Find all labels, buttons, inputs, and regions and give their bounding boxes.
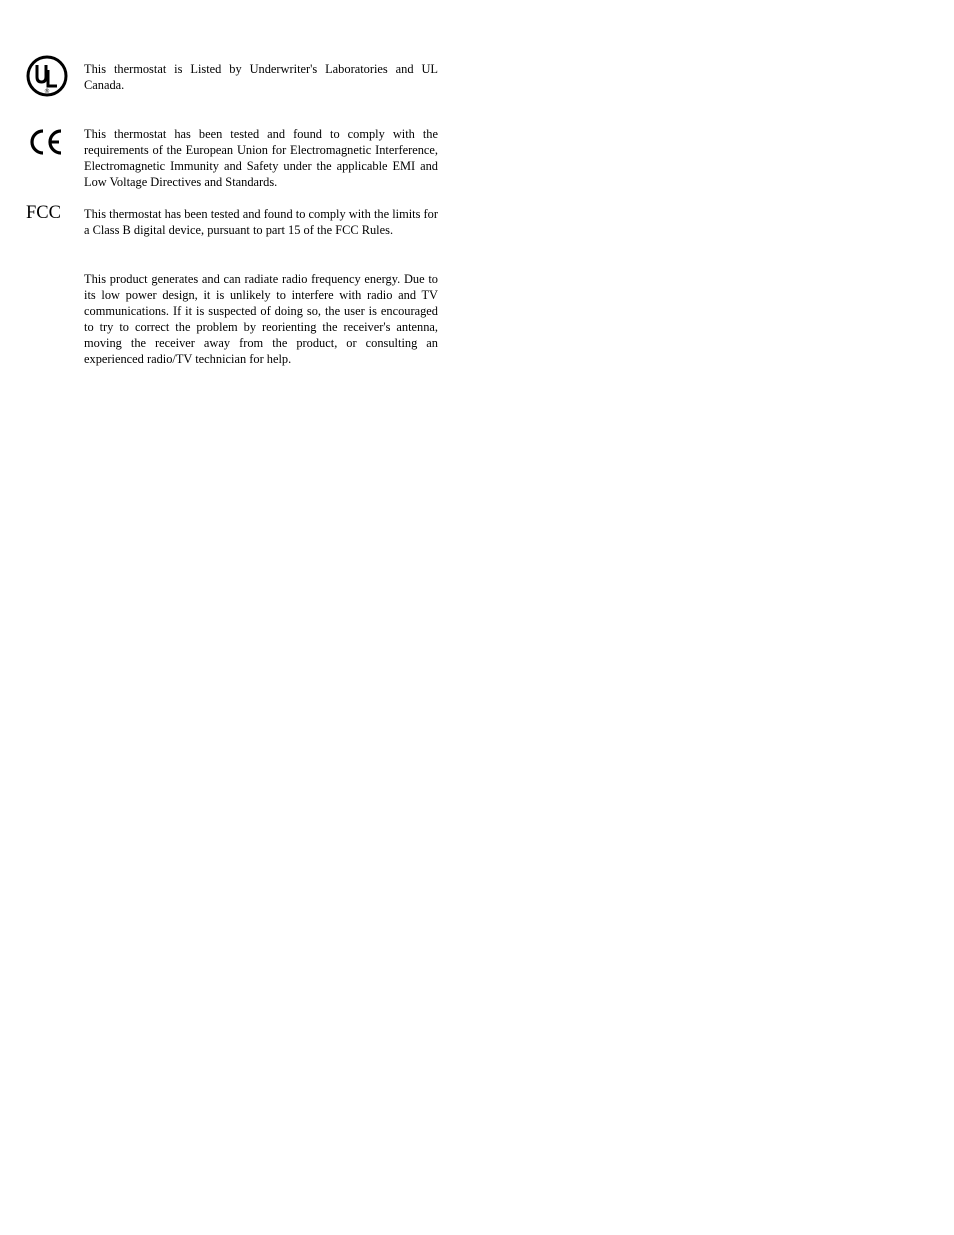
- fcc-compliance-notice: This thermostat has been tested and found to comply with the limits for a Class B digital device, pursuant to part 15 of the FCC Rules.: [84, 207, 438, 238]
- fcc-label: FCC: [26, 203, 61, 223]
- ul-listing-notice: This thermostat is Listed by Underwriter's Laboratories and UL Canada.: [84, 62, 438, 93]
- ce-compliance-notice: This thermostat has been tested and found to comply with the requirements of the European Union for Electromagnetic Interference, Electromagnetic Immunity and Safety under the applicable EMI and Low Voltage Directives and Standards.: [84, 127, 438, 190]
- rf-interference-notice: This product generates and can radiate radio frequency energy. Due to its low power design, it is unlikely to interfere with radio and TV communications. If it is suspected of doing so, the user is encouraged to try to correct the problem by reorienting the receiver's antenna, moving the receiver away from the product, or consulting an experienced radio/TV technician for help.: [84, 272, 438, 367]
- ce-mark-icon: [27, 127, 65, 157]
- ul-logo-icon: [26, 55, 68, 97]
- svg-text:®: ®: [44, 88, 50, 95]
